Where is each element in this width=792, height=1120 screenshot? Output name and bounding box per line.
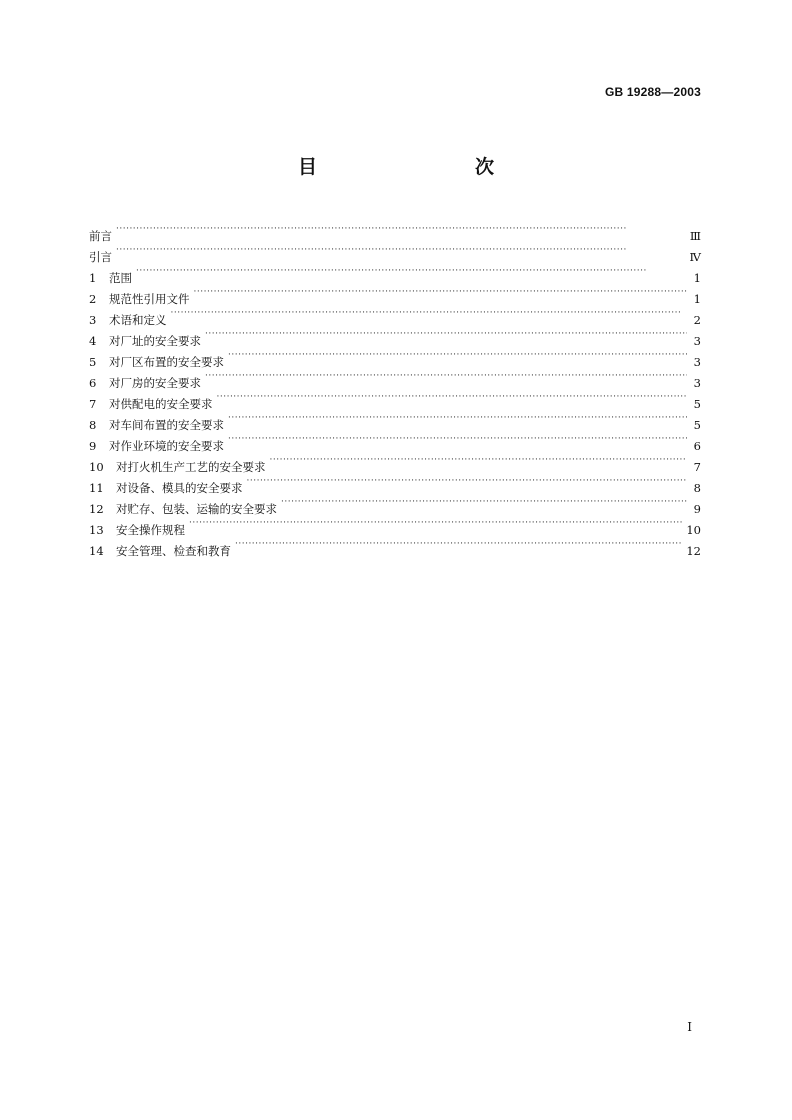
toc-title: 目 次 — [297, 156, 534, 178]
toc-entry-page: Ⅳ — [689, 250, 701, 264]
toc-leader-dots — [217, 387, 688, 408]
toc-entry-number: 12 — [89, 502, 104, 516]
toc-entry-number: 10 — [89, 460, 104, 474]
toc-leader-dots — [205, 324, 687, 345]
toc-entry-number: 3 — [89, 313, 97, 327]
table-of-contents — [89, 219, 701, 558]
toc-entry-number: 2 — [89, 292, 97, 306]
toc-leader-dots — [116, 240, 686, 261]
toc-entry-foreword[interactable] — [89, 219, 701, 243]
toc-entry-label: 对供配电的安全要求 — [109, 397, 213, 411]
toc-entry-page: 1 — [693, 292, 701, 306]
toc-leader-dots — [281, 492, 687, 513]
toc-entry-number: 9 — [89, 439, 97, 453]
toc-entry-label: 范围 — [109, 271, 132, 285]
toc-entry-label: 对作业环境的安全要求 — [109, 439, 224, 453]
toc-entry-label: 前言 — [89, 229, 112, 243]
toc-entry-label: 对打火机生产工艺的安全要求 — [116, 460, 266, 474]
toc-entry-page: Ⅲ — [689, 229, 701, 243]
toc-entry-label: 对厂区布置的安全要求 — [109, 355, 224, 369]
toc-entry-page: 5 — [693, 397, 701, 411]
toc-leader-dots — [270, 450, 688, 471]
toc-entry-label: 对车间布置的安全要求 — [109, 418, 224, 432]
toc-entry-label: 安全管理、检查和教育 — [116, 544, 231, 558]
toc-entry-page: 3 — [693, 355, 701, 369]
toc-leader-dots — [228, 408, 687, 429]
toc-leader-dots — [228, 345, 687, 366]
toc-entry-number: 5 — [89, 355, 97, 369]
toc-entry-page: 3 — [693, 376, 701, 390]
toc-entry-number: 8 — [89, 418, 97, 432]
toc-leader-dots — [205, 366, 687, 387]
toc-entry-label: 规范性引用文件 — [109, 292, 190, 306]
toc-leader-dots — [235, 534, 682, 555]
toc-leader-dots — [247, 471, 688, 492]
toc-entry-label: 引言 — [89, 250, 112, 264]
toc-entry-page: 7 — [693, 460, 701, 474]
toc-entry-1[interactable] — [89, 261, 701, 285]
toc-leader-dots — [228, 429, 687, 450]
toc-entry-3[interactable] — [89, 303, 701, 327]
toc-entry-number: 14 — [89, 544, 104, 558]
toc-entry-label: 对贮存、包装、运输的安全要求 — [116, 502, 277, 516]
toc-entry-label: 术语和定义 — [109, 313, 167, 327]
toc-entry-number: 1 — [89, 271, 97, 285]
toc-entry-number: 13 — [89, 523, 104, 537]
toc-entry-page: 10 — [686, 523, 701, 537]
toc-entry-2[interactable] — [89, 282, 701, 306]
toc-entry-introduction[interactable] — [89, 240, 701, 264]
toc-entry-number: 4 — [89, 334, 97, 348]
toc-entry-number: 6 — [89, 376, 97, 390]
toc-entry-page: 8 — [693, 481, 701, 495]
standard-code: GB 19288—2003 — [605, 85, 701, 99]
toc-leader-dots — [189, 513, 682, 534]
toc-entry-page: 12 — [686, 544, 701, 558]
toc-entry-page: 1 — [693, 271, 701, 285]
toc-entry-page: 6 — [693, 439, 701, 453]
toc-entry-page: 9 — [693, 502, 701, 516]
toc-entry-number: 7 — [89, 397, 97, 411]
toc-entry-page: 3 — [693, 334, 701, 348]
toc-leader-dots — [194, 282, 688, 303]
toc-entry-number: 11 — [89, 481, 104, 495]
toc-entry-4[interactable] — [89, 324, 701, 348]
toc-entry-label: 安全操作规程 — [116, 523, 185, 537]
toc-entry-label: 对厂房的安全要求 — [109, 376, 201, 390]
toc-entry-page: 2 — [693, 313, 701, 327]
toc-leader-dots — [116, 219, 686, 240]
toc-leader-dots — [136, 261, 687, 282]
toc-entry-label: 对厂址的安全要求 — [109, 334, 201, 348]
toc-entry-page: 5 — [693, 418, 701, 432]
toc-leader-dots — [171, 303, 688, 324]
page-number: Ⅰ — [687, 1020, 692, 1034]
toc-entry-label: 对设备、模具的安全要求 — [116, 481, 243, 495]
